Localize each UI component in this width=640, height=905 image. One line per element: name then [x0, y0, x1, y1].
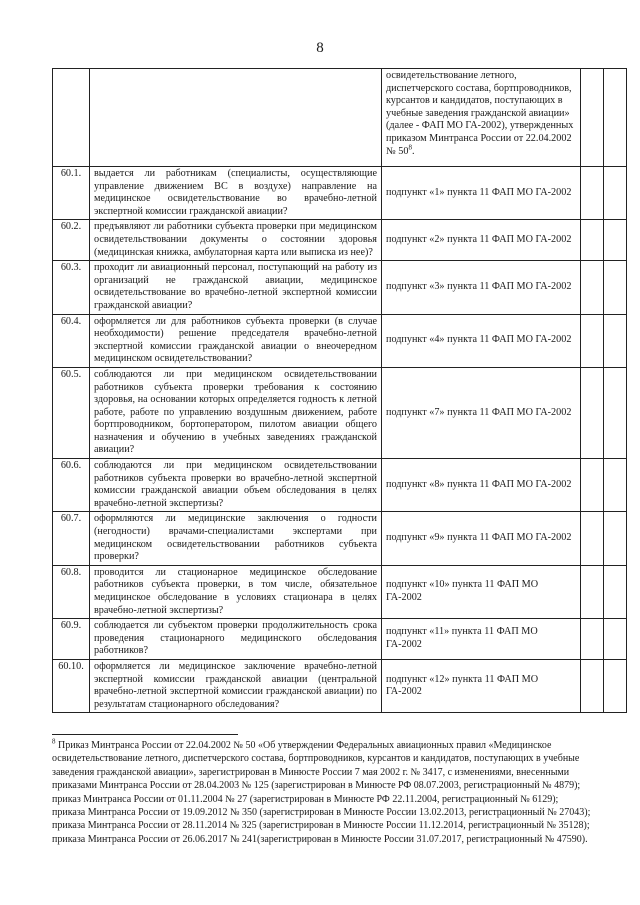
- question-text: соблюдаются ли при медицинском освидетельствовании работников субъекта проверки во врачебно-летной экспертной комиссии гражданской авиации объем обследования в целях врачебно-летной экспертизы?: [90, 459, 382, 512]
- legal-reference: подпункт «7» пункта 11 ФАП МО ГА-2002: [382, 367, 581, 458]
- footnote-marker: 8: [52, 737, 56, 746]
- item-number: 60.6.: [53, 459, 90, 512]
- table-row: [53, 512, 627, 565]
- answer-no-cell: [604, 314, 627, 367]
- checklist-table: [52, 68, 627, 713]
- reference-text: освидетельствование летного, диспетчерского состава, бортпроводников, курсантов и кандидатов, поступающих в учебные заведения гражданской авиации» (далее - ФАП МО ГА-2002), утвержденных приказом Минтранса России от 22.04.2002 № 50: [386, 70, 574, 157]
- legal-reference: подпункт «10» пункта 11 ФАП МО ГА-2002: [382, 565, 581, 618]
- question-text: проводится ли стационарное медицинское обследование работников субъекта проверки, в том числе, обязательное медицинское обследование в условиях стационара в целях врачебно-летной экспертизы?: [90, 565, 382, 618]
- item-number: 60.10.: [53, 659, 90, 712]
- footnote-ref-marker: 8: [408, 143, 412, 152]
- legal-reference: подпункт «3» пункта 11 ФАП МО ГА-2002: [382, 261, 581, 314]
- table-row: [53, 367, 627, 458]
- reference-cell: [382, 69, 581, 167]
- answer-no-cell: [604, 512, 627, 565]
- table-row: [53, 459, 627, 512]
- item-number: 60.1.: [53, 167, 90, 220]
- answer-no-cell: [604, 69, 627, 167]
- question-text: оформляется ли для работников субъекта проверки (в случае необходимости) решение председателя врачебно-летной экспертной комиссии гражданской авиации о внеочередном медицинском освидетельствовании?: [90, 314, 382, 367]
- question-text: проходит ли авиационный персонал, поступающий на работу из организаций не гражданской авиации, медицинское освидетельствование во врачебно-летной экспертной комиссии гражданской авиации?: [90, 261, 382, 314]
- table-row: [53, 220, 627, 261]
- item-number: 60.4.: [53, 314, 90, 367]
- question-text: предъявляют ли работники субъекта проверки при медицинском освидетельствовании документы о состоянии здоровья (медицинская книжка, амбулаторная карта или выписка из нее)?: [90, 220, 382, 261]
- answer-yes-cell: [581, 619, 604, 660]
- table-row-continuation: [53, 69, 627, 167]
- reference-tail: .: [411, 145, 415, 157]
- item-number: 60.5.: [53, 367, 90, 458]
- answer-no-cell: [604, 619, 627, 660]
- question-text: соблюдаются ли при медицинском освидетельствовании работников субъекта проверки требования к состоянию здоровья, на основании которых определяется годность к летной работе, работе по управлению воздушным движением, работе бортпроводником, бортоператором, пилотом авиации общего назначения и обучению в учебных заведениях гражданской авиации?: [90, 367, 382, 458]
- answer-no-cell: [604, 659, 627, 712]
- item-number-cell: [53, 69, 90, 167]
- table-row: [53, 261, 627, 314]
- legal-reference: подпункт «2» пункта 11 ФАП МО ГА-2002: [382, 220, 581, 261]
- table-row: [53, 167, 627, 220]
- answer-no-cell: [604, 220, 627, 261]
- legal-reference: подпункт «1» пункта 11 ФАП МО ГА-2002: [382, 167, 581, 220]
- answer-no-cell: [604, 367, 627, 458]
- table-row: [53, 619, 627, 660]
- footnote: [52, 739, 592, 846]
- table-row: [53, 659, 627, 712]
- question-text: оформляется ли медицинское заключение врачебно-летной экспертной комиссии гражданской авиации (центральной врачебно-летной экспертной комиссии гражданской авиации) по результатам стационарного обследования?: [90, 659, 382, 712]
- answer-yes-cell: [581, 512, 604, 565]
- question-text: соблюдается ли субъектом проверки продолжительность срока проведения стационарного медицинского обследования работников?: [90, 619, 382, 660]
- item-number: 60.7.: [53, 512, 90, 565]
- table-row: [53, 314, 627, 367]
- page-number: 8: [316, 40, 324, 56]
- table-row: [53, 565, 627, 618]
- answer-yes-cell: [581, 565, 604, 618]
- answer-yes-cell: [581, 367, 604, 458]
- answer-no-cell: [604, 459, 627, 512]
- footnote-separator: [52, 734, 238, 735]
- answer-yes-cell: [581, 69, 604, 167]
- answer-yes-cell: [581, 314, 604, 367]
- answer-yes-cell: [581, 659, 604, 712]
- legal-reference: подпункт «4» пункта 11 ФАП МО ГА-2002: [382, 314, 581, 367]
- question-cell: [90, 69, 382, 167]
- legal-reference: подпункт «8» пункта 11 ФАП МО ГА-2002: [382, 459, 581, 512]
- answer-no-cell: [604, 565, 627, 618]
- answer-no-cell: [604, 261, 627, 314]
- answer-yes-cell: [581, 167, 604, 220]
- legal-reference: подпункт «9» пункта 11 ФАП МО ГА-2002: [382, 512, 581, 565]
- answer-yes-cell: [581, 459, 604, 512]
- question-text: оформляются ли медицинские заключения о годности (негодности) врачами-специалистами экспертами при медицинском освидетельствовании работников субъекта проверки?: [90, 512, 382, 565]
- checklist-body: [53, 69, 627, 713]
- answer-yes-cell: [581, 261, 604, 314]
- legal-reference: подпункт «11» пункта 11 ФАП МО ГА-2002: [382, 619, 581, 660]
- item-number: 60.3.: [53, 261, 90, 314]
- question-text: выдается ли работникам (специалисты, осуществляющие управление движением ВС в воздухе) направление на медицинское освидетельствование во врачебно-летной экспертной комиссии гражданской авиации?: [90, 167, 382, 220]
- legal-reference: подпункт «12» пункта 11 ФАП МО ГА-2002: [382, 659, 581, 712]
- item-number: 60.9.: [53, 619, 90, 660]
- answer-yes-cell: [581, 220, 604, 261]
- item-number: 60.8.: [53, 565, 90, 618]
- answer-no-cell: [604, 167, 627, 220]
- item-number: 60.2.: [53, 220, 90, 261]
- footnote-text: Приказ Минтранса России от 22.04.2002 № 50 «Об утверждении Федеральных авиационных правил «Медицинское освидетельствование летного, диспетчерского состава, бортпроводников, курсантов и кандидатов, поступающих в учебные заведения гражданской авиации», зарегистрирован в Минюсте России 7 мая 2002 г. № 3417, с изменениями, внесенными приказами Минтранса России от 28.04.2003 № 125 (зарегистрирован в Минюсте РФ 08.07.2003, регистрационный № 4879); приказ Минтранса России от 01.11.2004 № 27 (зарегистрирован в Минюсте РФ 22.11.2004, регистрационный № 6129); приказа Минтранса России от 19.09.2012 № 350 (зарегистрирован в Минюсте России 13.02.2013, регистрационный № 27043); приказа Минтранса России от 28.11.2014 № 325 (зарегистрирован в Минюсте России 11.12.2014, регистрационный № 35128); приказа Минтранса России от 26.06.2017 № 241(зарегистрирован в Минюсте России 31.07.2017, регистрационный № 47590).: [52, 740, 591, 845]
